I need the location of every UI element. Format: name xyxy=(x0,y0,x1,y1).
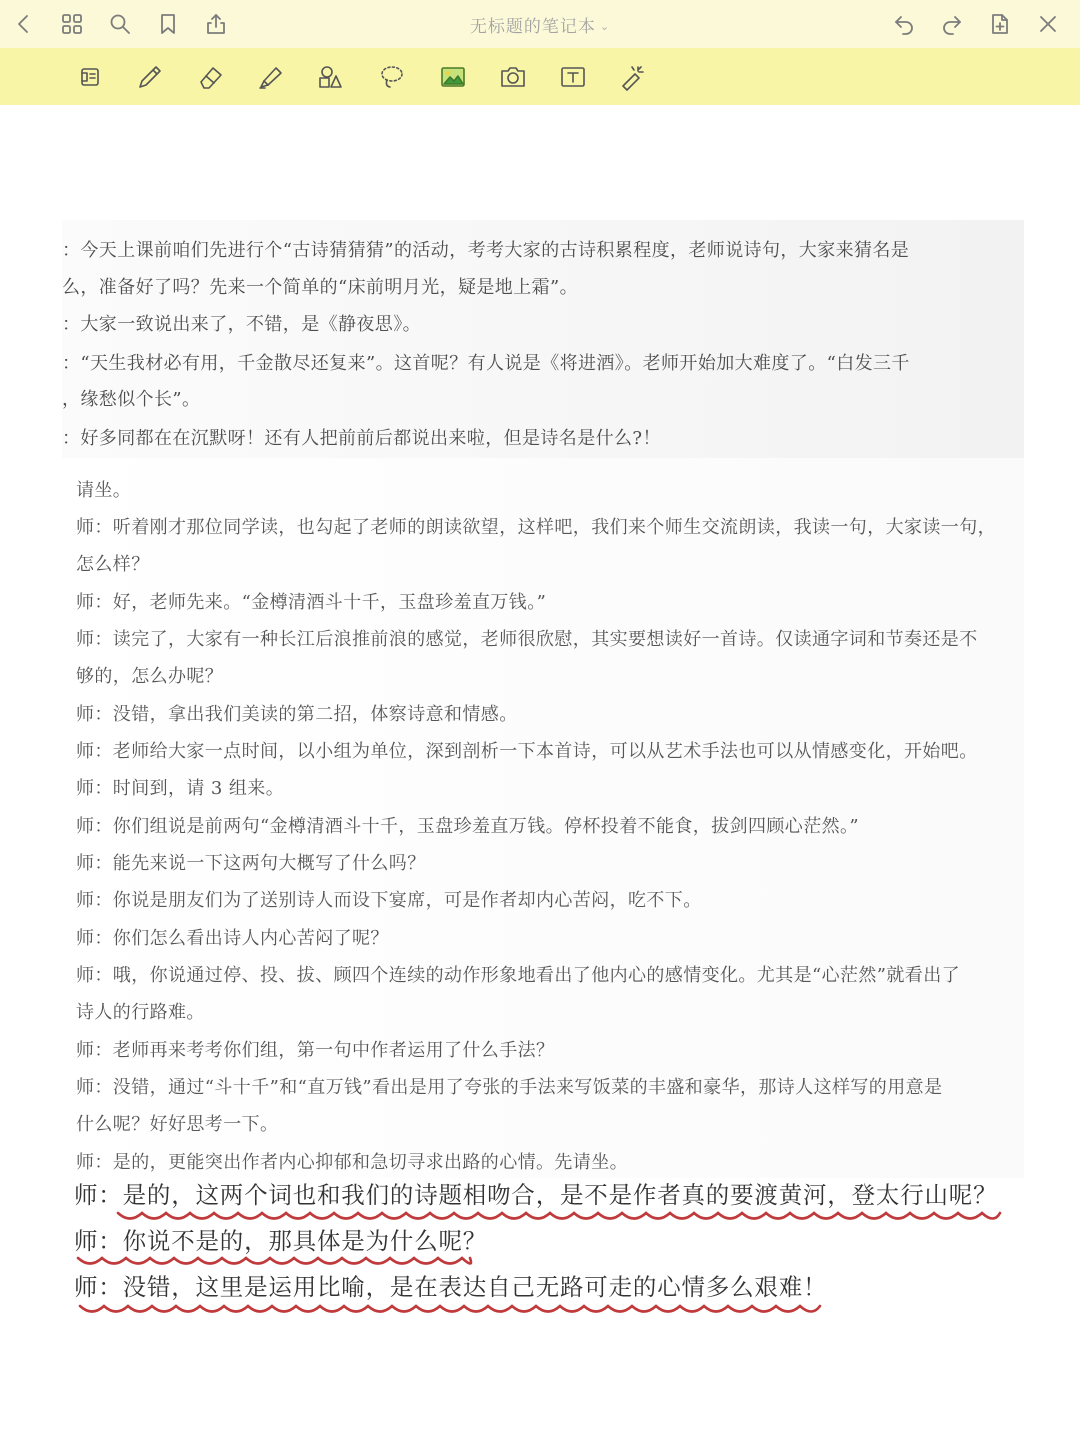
top-line: ：大家一致说出来了，不错，是《静夜思》。 xyxy=(62,314,421,335)
top-line: ：好多同都在在沉默呀！还有人把前前后都说出来啦，但是诗名是什么?！ xyxy=(62,428,661,449)
body-line: 师：能先来说一下这两句大概写了什么吗？ xyxy=(76,853,426,874)
body-line: 师：你说是朋友们为了送别诗人而设下宴席，可是作者却内心苦闷，吃不下。 xyxy=(76,890,702,911)
body-line: 够的，怎么办呢？ xyxy=(76,666,224,687)
wavy-underline xyxy=(78,1258,471,1264)
body-line: 诗人的行路难。 xyxy=(76,1002,205,1023)
body-line: 师：老师再来考考你们组，第一句中作者运用了什么手法？ xyxy=(76,1040,555,1061)
highlighted-line: 师：是的，这两个词也和我们的诗题相吻合，是不是作者真的要渡黄河，登太行山呢？ xyxy=(74,1181,998,1209)
body-line: 师：你们组说是前两句“金樽清酒斗十千，玉盘珍羞直万钱。停杯投着不能食，拔剑四顾心茫然。” xyxy=(76,816,859,837)
body-line: 师：听着刚才那位同学读，也勾起了老师的朗读欲望，这样吧，我们来个师生交流朗读，我读一句，大家读一句， xyxy=(76,517,996,538)
body-line: 师：是的，更能突出作者内心抑郁和急切寻求出路的心情。先请坐。 xyxy=(76,1152,628,1173)
body-line: 师：没错，拿出我们美读的第二招，体察诗意和情感。 xyxy=(76,704,518,725)
body-line: 什么呢？好好思考一下。 xyxy=(76,1114,279,1135)
top-line: ：“天生我材必有用，千金散尽还复来”。这首呢？有人说是《将进酒》。老师开始加大难度了。“白发三千 xyxy=(62,353,910,374)
wavy-underline xyxy=(118,1213,1000,1219)
body-line: 师：老师给大家一点时间，以小组为单位，深到剖析一下本首诗，可以从艺术手法也可以从情感变化，开始吧。 xyxy=(76,741,978,762)
body-line: 师：读完了，大家有一种长江后浪推前浪的感觉，老师很欣慰，其实要想读好一首诗。仅读通字词和节奏还是不 xyxy=(76,629,978,650)
body-line: 师：你们怎么看出诗人内心苦闷了呢？ xyxy=(76,928,389,949)
body-line: 师：时间到，请 3 组来。 xyxy=(76,778,285,799)
top-line: 么，准备好了吗？先来一个简单的“床前明月光，疑是地上霜”。 xyxy=(62,277,579,298)
wavy-underline xyxy=(80,1306,820,1312)
chevron-down-icon: ⌄ xyxy=(599,20,611,33)
top-line: ：今天上课前咱们先进行个“古诗猜猜猜”的活动，考考大家的古诗积累程度，老师说诗句，大家来猜名是 xyxy=(62,240,910,261)
body-line: 请坐。 xyxy=(76,480,132,501)
body-line: 师：哦，你说通过停、投、拔、顾四个连续的动作形象地看出了他内心的感情变化。尤其是“心茫然”就看出了 xyxy=(76,965,960,986)
top-line: ，缘愁似个长”。 xyxy=(62,389,201,410)
body-line: 师：没错，通过“斗十千”和“直万钱”看出是用了夸张的手法来写饭菜的丰盛和豪华，那诗人这样写的用意是 xyxy=(76,1077,943,1098)
highlighted-line: 师：你说不是的，那具体是为什么呢？ xyxy=(74,1227,488,1255)
body-line: 怎么样？ xyxy=(76,554,150,575)
body-line: 师：好，老师先来。“金樽清酒斗十千，玉盘珍羞直万钱。” xyxy=(76,592,547,613)
notebook-title: 无标题的笔记本 xyxy=(469,17,596,37)
highlighted-line: 师：没错，这里是运用比喻，是在表达自己无路可走的心情多么艰难！ xyxy=(74,1273,828,1301)
